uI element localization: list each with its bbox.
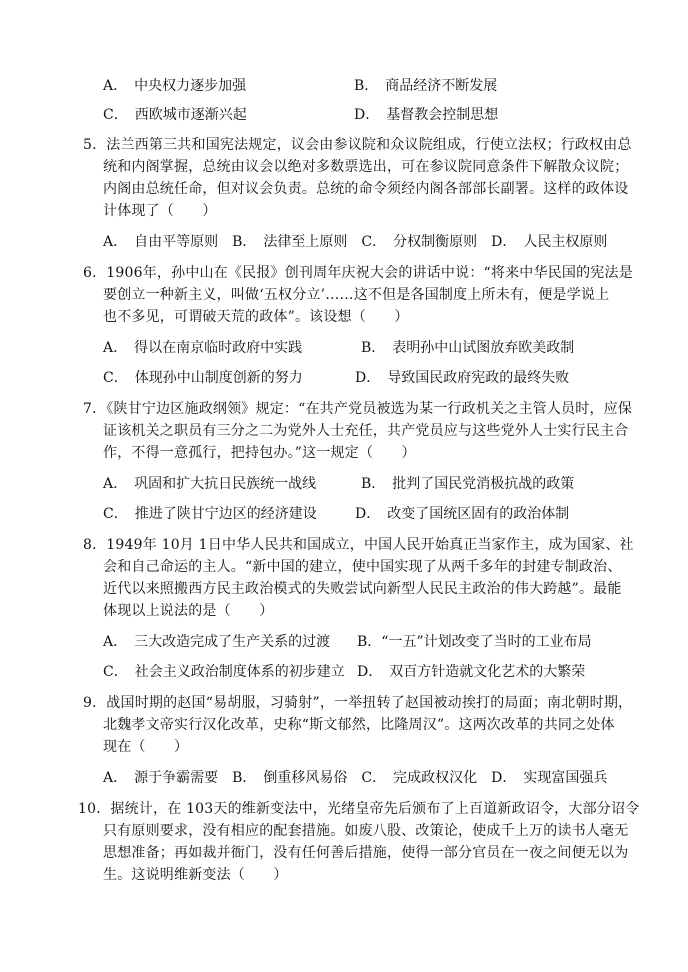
q8-line-2: 会和自己命运的主人。“新中国的建立，使中国实现了从两千多年的封建专制政治、 bbox=[103, 559, 622, 575]
q9-options: A． 源于争霸需要 B． 倒重移风易俗 C． 完成政权汉化 D． 实现富国强兵 bbox=[103, 770, 608, 786]
q10-line-3: 思想准备；再如裁并衙门，没有任何善后措施，使得一部分官员在一夜之间便无以为 bbox=[103, 845, 629, 861]
q8-line-3: 近代以来照搬西方民主政治模式的失败尝试向新型人民民主政治的伟大跨越”。最能 bbox=[103, 581, 622, 597]
q7-option-d: D． 改变了国统区固有的政治体制 bbox=[355, 506, 570, 522]
top-option-d: D． 基督教会控制思想 bbox=[354, 107, 499, 123]
q9-line-2: 北魏孝文帝实行汉化改革，史称“斯文郁然，比隆周汉”。这两次改革的共同之处体 bbox=[103, 717, 615, 733]
q6-option-c: C． 体现孙中山制度创新的努力 bbox=[103, 370, 303, 386]
q6-option-a: A． 得以在南京临时政府中实践 bbox=[103, 340, 303, 356]
q10-line-1: 10．据统计，在 103天的维新变法中，光绪皇帝先后颁布了上百道新政诏令，大部分诏令 bbox=[78, 801, 640, 817]
q7-line-2: 证该机关之职员有三分之二为党外人士充任，共产党员应与这些党外人士实行民主合 bbox=[103, 423, 629, 439]
q6-line-1: 6．1906年，孙中山在《民报》创刊周年庆祝大会的讲话中说：“将来中华民国的宪法是 bbox=[83, 265, 633, 281]
top-option-a: A． 中央权力逐步加强 bbox=[103, 78, 247, 94]
q7-option-c: C． 推进了陕甘宁边区的经济建设 bbox=[103, 506, 317, 522]
q10-line-4: 生。这说明维新变法（ ） bbox=[103, 867, 288, 883]
q9-line-3: 现在（ ） bbox=[103, 739, 189, 755]
q6-line-3: 也不多见，可谓破天荒的政体”。该设想（ ） bbox=[103, 309, 409, 325]
q9-line-1: 9．战国时期的赵国“易胡服，习骑射”，一举扭转了赵国被动挨打的局面；南北朝时期， bbox=[83, 695, 633, 711]
q8-line-4: 体现以上说法的是（ ） bbox=[103, 603, 274, 619]
top-option-b: B． 商品经济不断发展 bbox=[354, 78, 498, 94]
q8-option-a: A． 三大改造完成了生产关系的过渡 bbox=[103, 634, 331, 650]
q6-option-b: B． 表明孙中山试图放弃欧美政制 bbox=[361, 340, 575, 356]
q7-line-1: 7．《陕甘宁边区施政纲领》规定：“在共产党员被选为某一行政机关之主管人员时，应保 bbox=[83, 401, 633, 417]
q7-option-a: A． 巩固和扩大抗日民族统一战线 bbox=[103, 476, 317, 492]
q7-line-3: 作，不得一意孤行，把持包办。”这一规定（ ） bbox=[103, 445, 416, 461]
q5-options: A． 自由平等原则 B． 法律至上原则 C． 分权制衡原则 D． 人民主权原则 bbox=[103, 234, 608, 250]
q6-line-2: 要创立一种新主义，叫做‘五权分立’……这不但是各国制度上所未有，便是学说上 bbox=[103, 287, 610, 303]
q5-line-1: 5．法兰西第三共和国宪法规定，议会由参议院和众议院组成，行使立法权；行政权由总 bbox=[83, 137, 632, 153]
q8-option-b: B．“一五”计划改变了当时的工业布局 bbox=[357, 634, 592, 650]
q5-line-3: 内阁由总统任命，但对议会负责。总统的命令须经内阁各部部长副署。这样的政体设 bbox=[103, 181, 629, 197]
top-option-c: C． 西欧城市逐渐兴起 bbox=[103, 107, 247, 123]
q5-line-4: 计体现了（ ） bbox=[103, 203, 217, 219]
q8-option-d: D． 双百方针造就文化艺术的大繁荣 bbox=[357, 664, 586, 680]
q7-option-b: B． 批判了国民党消极抗战的政策 bbox=[361, 476, 575, 492]
q8-option-c: C． 社会主义政治制度体系的初步建立 bbox=[103, 664, 345, 680]
q5-line-2: 统和内阁掌握，总统由议会以绝对多数票选出，可在参议院同意条件下解散众议院； bbox=[103, 159, 629, 175]
q6-option-d: D． 导致国民政府宪政的最终失败 bbox=[355, 370, 570, 386]
q8-line-1: 8．1949年 10月 1日中华人民共和国成立，中国人民开始真正当家作主，成为国家、社 bbox=[83, 537, 634, 553]
q10-line-2: 只有原则要求，没有相应的配套措施。如废八股、改策论，使成千上万的读书人毫无 bbox=[103, 823, 629, 839]
